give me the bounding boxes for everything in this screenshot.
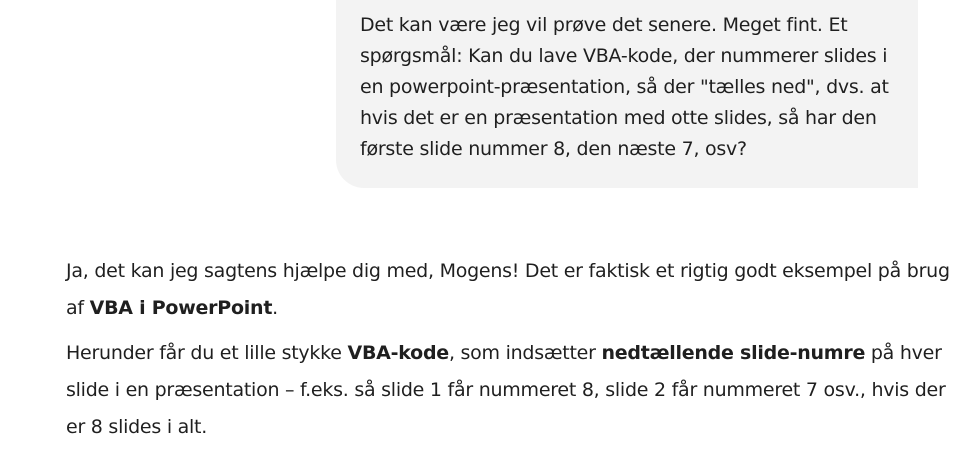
assistant-p2-bold-d: nedtællende slide-numre (601, 342, 866, 364)
assistant-message (66, 253, 966, 446)
assistant-p2-bold-b: VBA-kode (347, 342, 449, 364)
user-message-bubble (336, 0, 918, 188)
assistant-p2-text-c: , som indsætter (448, 342, 602, 364)
user-message-text: Det kan være jeg vil prøve det senere. Meget fint. Et spørgsmål: Kan du lave VBA-kode, der nummerer slides i en powerpoint-præsentation, så der "tælles ned", dvs. at hvis det er en præsentation med otte slides, så har den første slide nummer 8, den næste 7, osv? (360, 14, 889, 160)
assistant-p2-text-e: på hver slide i en præsentation – f.eks. så slide 1 får nummeret 8, slide 2 får nummeret 7 osv., hvis der er 8 slides i alt. (66, 342, 946, 438)
assistant-p1-bold-b: VBA i PowerPoint (89, 297, 273, 319)
assistant-p1-text-a: Ja, det kan jeg sagtens hjælpe dig med, Mogens! Det er faktisk et rigtig godt eksempel på brug af (66, 260, 950, 319)
assistant-paragraph-1 (66, 253, 966, 327)
assistant-p1-text-c: . (272, 297, 278, 319)
assistant-paragraph-2 (66, 335, 966, 446)
assistant-p2-text-a: Herunder får du et lille stykke (66, 342, 348, 364)
